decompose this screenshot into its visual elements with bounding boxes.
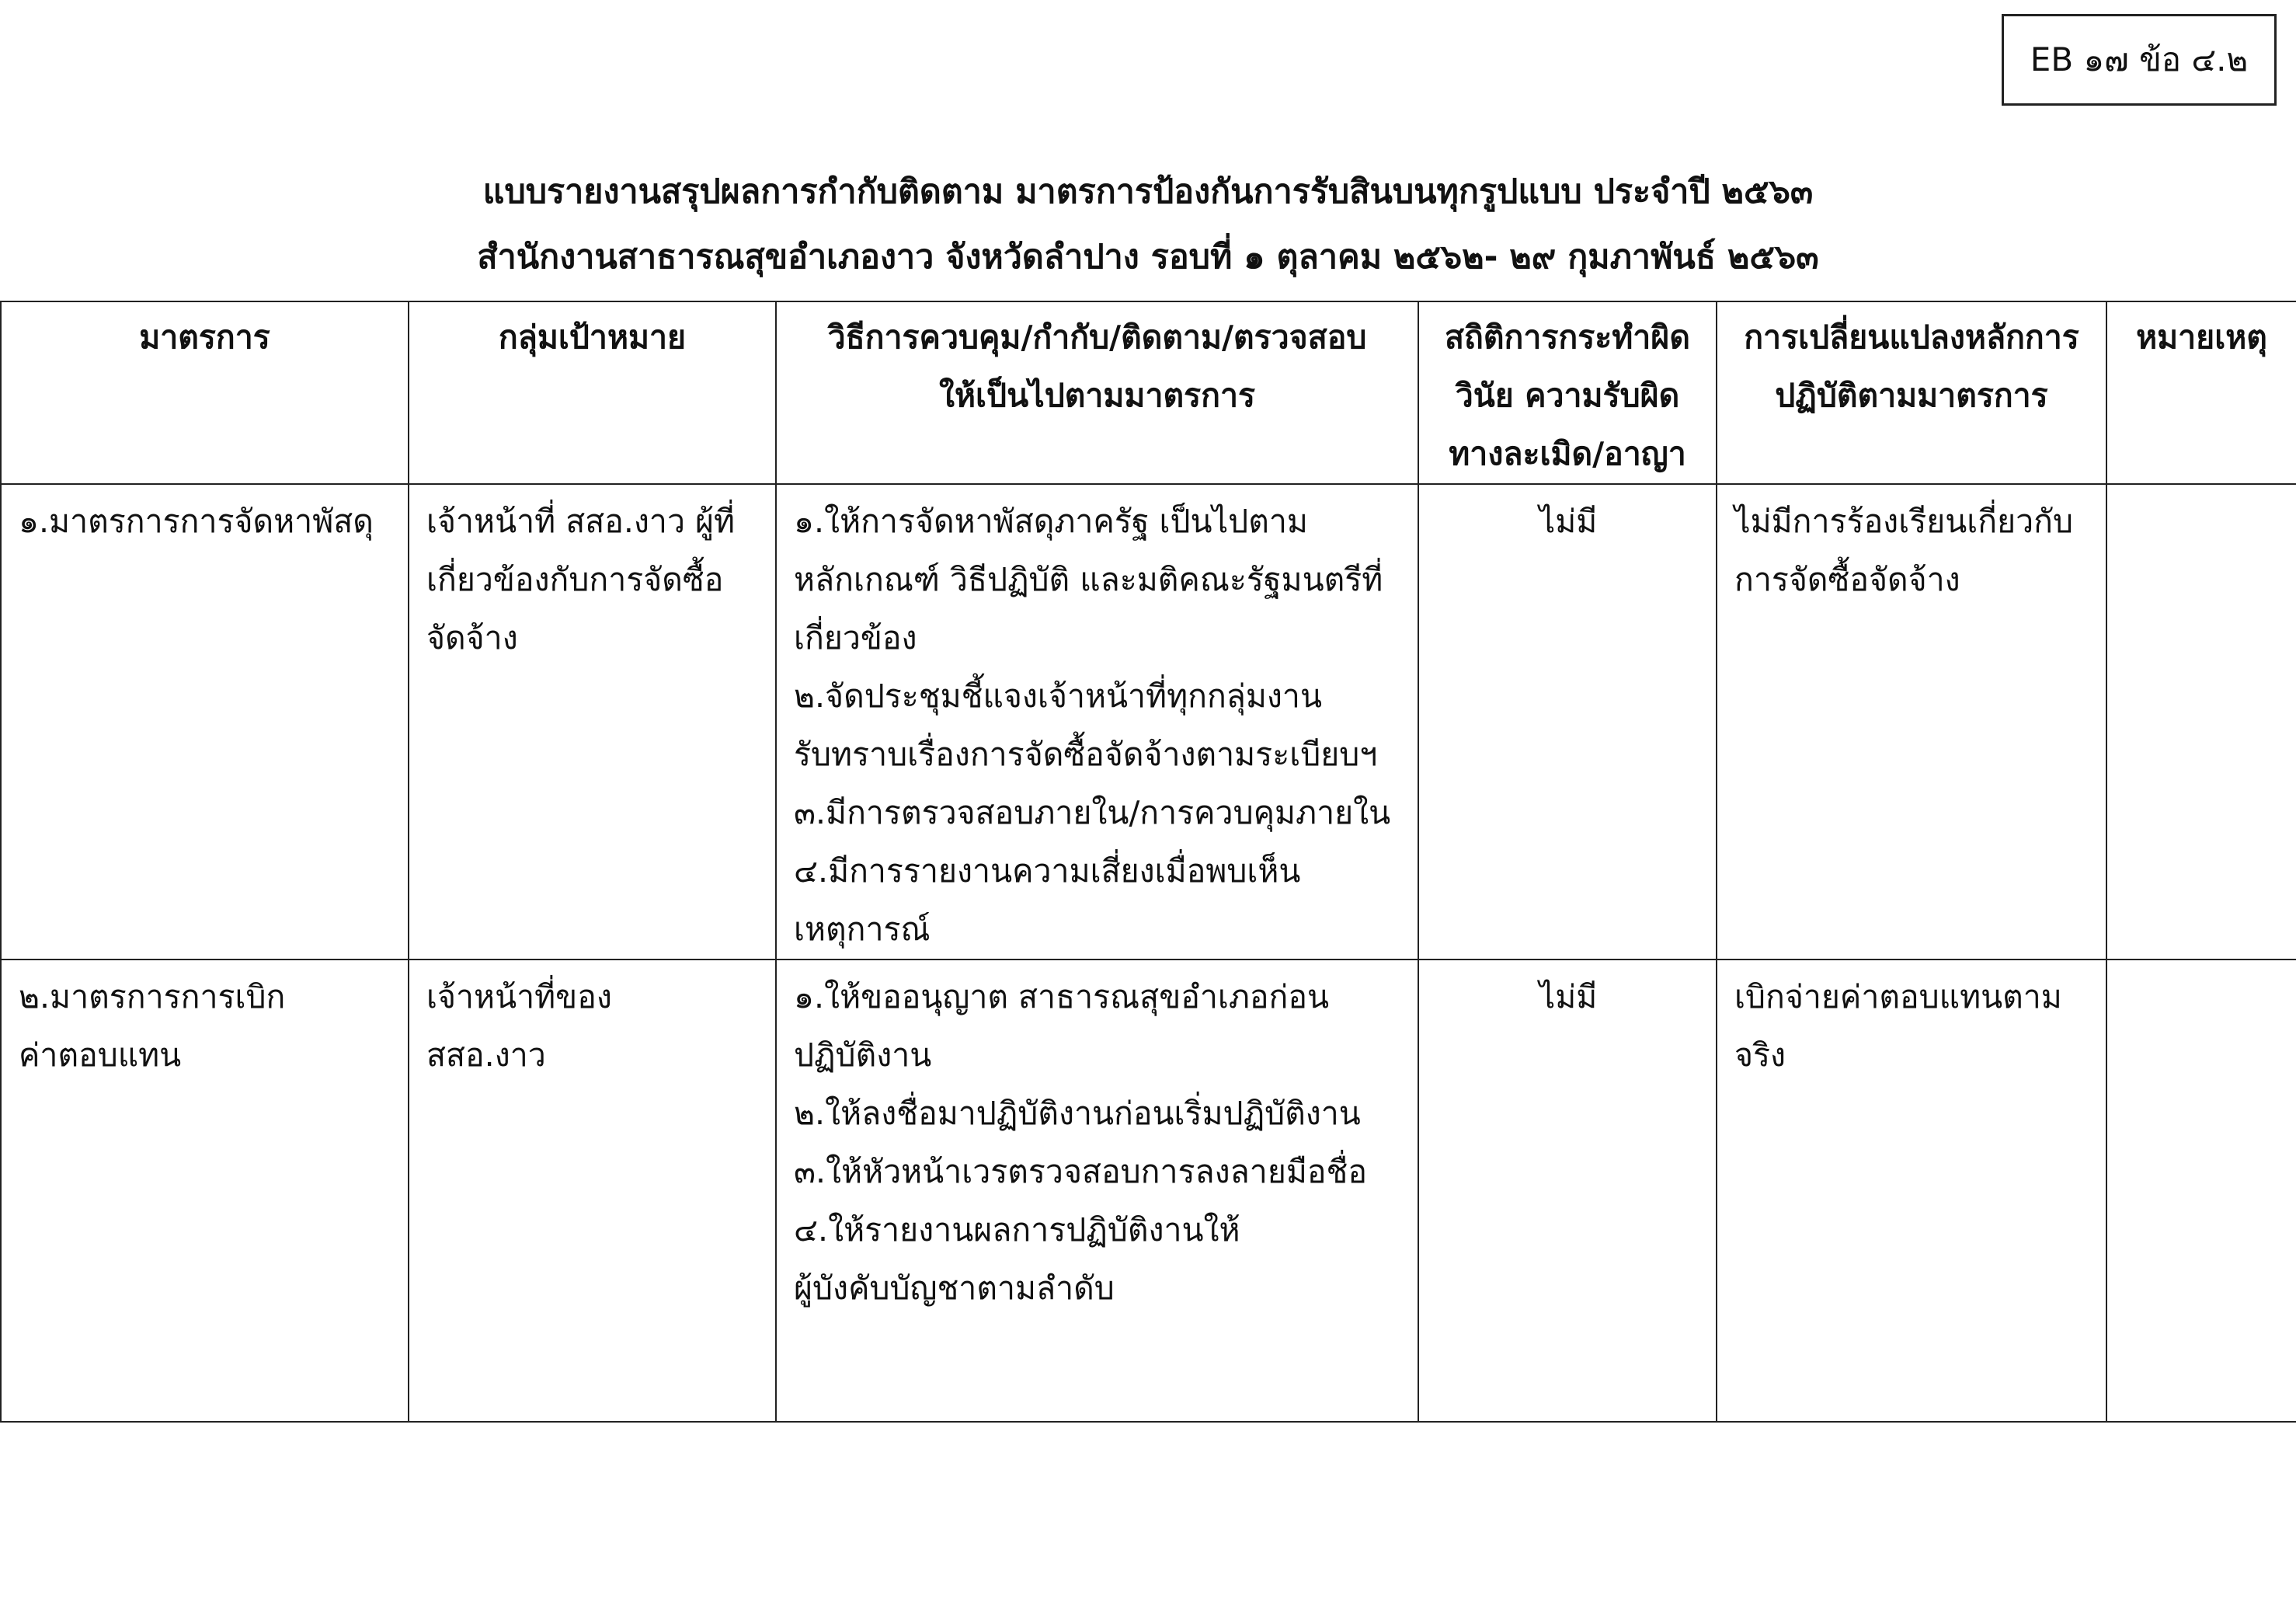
cell-principle-change: เบิกจ่ายค่าตอบแทนตาม จริง: [1717, 960, 2106, 1422]
cell-measure: ๑.มาตรการการจัดหาพัสดุ: [1, 484, 409, 960]
cell-measure: ๒.มาตรการการเบิก ค่าตอบแทน: [1, 960, 409, 1422]
cell-control-method: ๑.ให้ขออนุญาต สาธารณสุขอำเภอก่อน ปฏิบัติงาน ๒.ให้ลงชื่อมาปฏิบัติงานก่อนเริ่มปฏิบัติงาน ๓.ให้หัวหน้าเวรตรวจสอบการลงลายมือชื่อ ๔.ให้รายงานผลการปฏิบัติงานให้ ผู้บังคับบัญชาตามลำดับ: [776, 960, 1418, 1422]
header-principle-change: การเปลี่ยนแปลงหลักการ ปฏิบัติตามมาตรการ: [1717, 301, 2106, 484]
table-header-row: [1, 301, 2296, 484]
cell-violation-stats: ไม่มี: [1418, 484, 1717, 960]
cell-control-method: ๑.ให้การจัดหาพัสดุภาครัฐ เป็นไปตาม หลักเกณฑ์ วิธีปฏิบัติ และมติคณะรัฐมนตรีที่ เกี่ยวข้อง ๒.จัดประชุมชี้แจงเจ้าหน้าที่ทุกกลุ่มงาน รับทราบเรื่องการจัดซื้อจัดจ้างตามระเบียบฯ ๓.มีการตรวจสอบภายใน/การควบคุมภายใน ๔.มีการรายงานความเสี่ยงเมื่อพบเห็น เหตุการณ์: [776, 484, 1418, 960]
report-subtitle: สำนักงานสาธารณสุขอำเภองาว จังหวัดลำปาง รอบที่ ๑ ตุลาคม ๒๕๖๒- ๒๙ กุมภาพันธ์ ๒๕๖๓: [477, 238, 1819, 277]
header-remark: หมายเหตุ: [2106, 301, 2296, 484]
document-code: EB ๑๗ ข้อ ๔.๒: [2030, 40, 2249, 78]
report-title-block: [0, 159, 2296, 290]
cell-remark: [2106, 960, 2296, 1422]
cell-target-group: เจ้าหน้าที่ของ สสอ.งาว: [409, 960, 776, 1422]
report-table: [0, 301, 2296, 1423]
header-control-method: วิธีการควบคุม/กำกับ/ติดตาม/ตรวจสอบ ให้เป็นไปตามมาตรการ: [776, 301, 1418, 484]
cell-target-group: เจ้าหน้าที่ สสอ.งาว ผู้ที่ เกี่ยวข้องกับการจัดซื้อ จัดจ้าง: [409, 484, 776, 960]
header-violation-stats: สถิติการกระทำผิด วินัย ความรับผิด ทางละเมิด/อาญา: [1418, 301, 1717, 484]
header-measure: มาตรการ: [1, 301, 409, 484]
document-code-box: [2002, 14, 2277, 106]
header-target-group: กลุ่มเป้าหมาย: [409, 301, 776, 484]
cell-remark: [2106, 484, 2296, 960]
report-title: แบบรายงานสรุปผลการกำกับติดตาม มาตรการป้องกันการรับสินบนทุกรูปแบบ ประจำปี ๒๕๖๓: [482, 172, 1814, 211]
cell-principle-change: ไม่มีการร้องเรียนเกี่ยวกับ การจัดซื้อจัดจ้าง: [1717, 484, 2106, 960]
cell-violation-stats: ไม่มี: [1418, 960, 1717, 1422]
table-row: [1, 960, 2296, 1422]
table-row: [1, 484, 2296, 960]
